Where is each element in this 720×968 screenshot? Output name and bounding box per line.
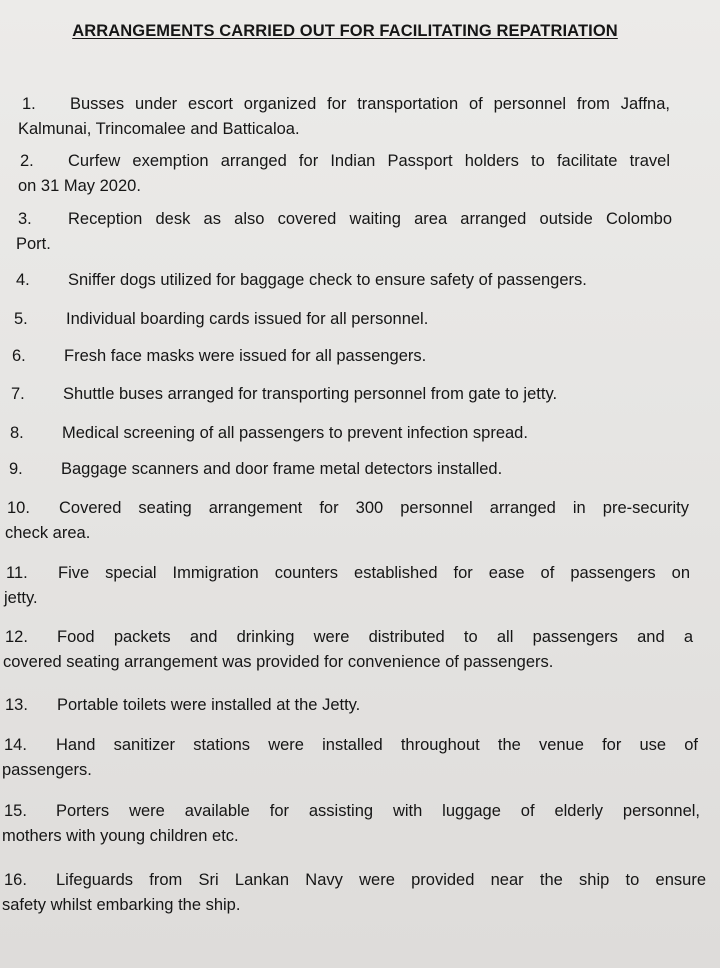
list-item-first-line [3, 625, 693, 650]
list-item-text: Portable toilets were installed at the Jetty. [57, 696, 361, 714]
list-item [9, 382, 669, 407]
list-item-text: Fresh face masks were issued for all passengers. [64, 347, 427, 365]
list-item-first-line [16, 207, 672, 232]
list-item-first-line [18, 149, 670, 174]
list-item-number: 16. [4, 871, 27, 889]
list-item [2, 868, 706, 918]
list-item-number: 10. [7, 499, 30, 517]
list-item-text: Porters were available for assisting with luggage of elderly personnel, [56, 802, 700, 820]
list-item [10, 344, 670, 369]
list-item-first-line [4, 561, 690, 586]
list-item [14, 268, 674, 293]
list-item-number: 6. [12, 347, 26, 365]
list-item-text: Medical screening of all passengers to prevent infection spread. [62, 424, 528, 442]
list-item-number: 2. [20, 152, 34, 170]
list-item-number: 8. [10, 424, 24, 442]
list-item [4, 561, 690, 611]
list-item-first-line [5, 496, 689, 521]
list-item-text: Busses under escort organized for transportation of personnel from Jaffna, [70, 95, 670, 113]
list-item-continuation: check area. [5, 524, 91, 542]
list-item-continuation: on 31 May 2020. [18, 177, 141, 195]
list-item-number: 9. [9, 460, 23, 478]
list-item [16, 207, 672, 257]
list-item-continuation: Kalmunai, Trincomalee and Batticaloa. [18, 120, 300, 138]
list-item [20, 92, 670, 142]
list-item-text: Reception desk as also covered waiting area arranged outside Colombo [68, 210, 672, 228]
list-item-first-line [3, 693, 663, 718]
list-item-first-line [9, 382, 669, 407]
list-item-first-line [20, 92, 670, 117]
list-item [7, 457, 667, 482]
list-item [2, 799, 700, 849]
list-item-text: Covered seating arrangement for 300 personnel arranged in pre-security [59, 499, 689, 517]
list-item-text: Lifeguards from Sri Lankan Navy were provided near the ship to ensure [56, 871, 706, 889]
list-item [5, 496, 689, 546]
list-item-text: Food packets and drinking were distributed to all passengers and a [57, 628, 693, 646]
list-item-first-line [10, 344, 670, 369]
list-item-text: Shuttle buses arranged for transporting personnel from gate to jetty. [63, 385, 558, 403]
list-item-number: 13. [5, 696, 28, 714]
list-item-first-line [2, 733, 698, 758]
list-item [8, 421, 668, 446]
list-item-continuation: covered seating arrangement was provided for convenience of passengers. [3, 653, 554, 671]
list-item-continuation: passengers. [2, 761, 92, 779]
list-item-text: Baggage scanners and door frame metal detectors installed. [61, 460, 503, 478]
list-item-continuation: jetty. [4, 589, 38, 607]
list-item-text: Individual boarding cards issued for all personnel. [66, 310, 429, 328]
list-item-number: 3. [18, 210, 32, 228]
list-item-first-line [2, 799, 700, 824]
list-item-number: 5. [14, 310, 28, 328]
list-item-first-line [2, 868, 706, 893]
list-item-number: 7. [11, 385, 25, 403]
list-item-first-line [8, 421, 668, 446]
list-item-number: 1. [22, 95, 36, 113]
list-item-text: Curfew exemption arranged for Indian Passport holders to facilitate travel [68, 152, 670, 170]
list-item-number: 12. [5, 628, 28, 646]
list-item-first-line [7, 457, 667, 482]
list-item-number: 4. [16, 271, 30, 289]
list-item [18, 149, 670, 199]
list-item-first-line [12, 307, 672, 332]
list-item [12, 307, 672, 332]
list-item [3, 693, 663, 718]
list-item-number: 11. [6, 564, 28, 582]
list-item-number: 14. [4, 736, 27, 754]
list-item [2, 733, 698, 783]
list-item-text: Five special Immigration counters established for ease of passengers on [58, 564, 690, 582]
list-item-first-line [14, 268, 674, 293]
list-item-text: Hand sanitizer stations were installed throughout the venue for use of [56, 736, 698, 754]
list-item-continuation: safety whilst embarking the ship. [2, 896, 241, 914]
list-item-continuation: Port. [16, 235, 51, 253]
document-title: ARRANGEMENTS CARRIED OUT FOR FACILITATING REPATRIATION [72, 22, 618, 40]
list-item [3, 625, 693, 675]
list-item-continuation: mothers with young children etc. [2, 827, 239, 845]
list-item-text: Sniffer dogs utilized for baggage check to ensure safety of passengers. [68, 271, 587, 289]
list-item-number: 15. [4, 802, 27, 820]
